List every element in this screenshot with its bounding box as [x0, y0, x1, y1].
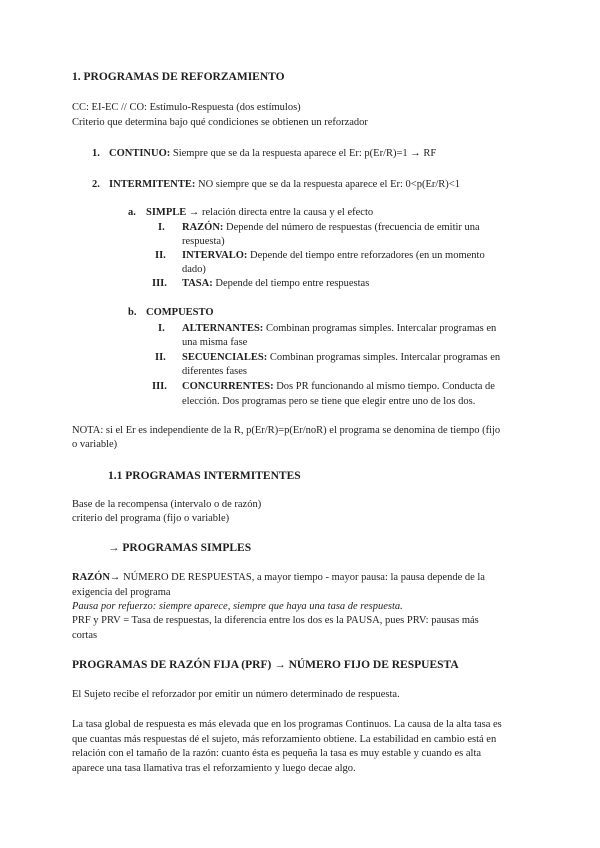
- compuesto-item-2: [182, 351, 500, 366]
- simple-text: → relación directa entre la causa y el efecto: [186, 207, 374, 218]
- simple-item-2: [182, 249, 485, 264]
- intro-line-1: CC: EI-EC // CO: Estímulo-Respuesta (dos estímulos): [72, 102, 301, 113]
- compuesto-item-1-continuation: una misma fase: [182, 337, 248, 348]
- compuesto-item-2-text: Combinan programas simples. Intercalar programas en: [267, 352, 501, 363]
- simple-item-3: [182, 277, 369, 292]
- simple-letter: a.: [128, 207, 136, 218]
- razon-line-5: cortas: [72, 630, 98, 641]
- item-1-text: Siempre que se da la respuesta aparece el Er: p(Er/R)=1 → RF: [170, 148, 437, 159]
- item-1: [109, 147, 436, 162]
- prf-line: El Sujeto recibe el reforzador por emitir un número determinado de respuesta.: [72, 689, 400, 700]
- item-2-label: INTERMITENTE:: [109, 179, 196, 190]
- simple-item-1-continuation: respuesta): [182, 236, 225, 247]
- razon-label: RAZÓN: [72, 572, 110, 583]
- compuesto-item-2-continuation: diferentes fases: [182, 366, 248, 377]
- tasa-line-1: La tasa global de respuesta es más elevada que en los programas Continuos. La causa de la alta tasa es: [72, 719, 502, 730]
- simple-item-2-number: II.: [155, 250, 166, 261]
- razon-line-2: exigencia del programa: [72, 587, 171, 598]
- compuesto-label: COMPUESTO: [146, 307, 214, 318]
- tasa-line-3: relación con el tamaño de la razón: cuanto ésta es pequeña la tasa es muy estable y cuando es alta: [72, 748, 482, 759]
- compuesto-item-3-text: Dos PR funcionando al mismo tiempo. Conducta de: [273, 381, 495, 392]
- intro-line-2: Criterio que determina bajo qué condiciones se obtienen un reforzador: [72, 117, 368, 128]
- simple-item-1-label: RAZÓN:: [182, 222, 224, 233]
- simple-item-2-label: INTERVALO:: [182, 250, 248, 261]
- compuesto-item-1-text: Combinan programas simples. Intercalar programas en: [263, 323, 497, 334]
- item-2-text: NO siempre que se da la respuesta aparece el Er: 0<p(Er/R)<1: [195, 179, 460, 190]
- compuesto-item-3-continuation: elección. Dos programas pero se tiene que elegir entre uno de los dos.: [182, 396, 476, 407]
- compuesto-item-3-number: III.: [152, 381, 167, 392]
- compuesto-item-1-number: I.: [158, 323, 165, 334]
- simple-item-3-label: TASA:: [182, 278, 213, 289]
- tasa-line-2: que cuantas más respuestas dé el sujeto, más reforzamiento obtiene. La estabilidad en cambio está en: [72, 734, 497, 745]
- item-2: [109, 178, 460, 193]
- simple-item-1: [182, 221, 480, 236]
- simple-item-1-text: Depende del número de respuestas (frecuencia de emitir una: [223, 222, 480, 233]
- simple-label: SIMPLE: [146, 207, 187, 218]
- compuesto-item-1: [182, 322, 496, 337]
- prf-heading: PROGRAMAS DE RAZÓN FIJA (PRF) → NÚMERO FIJO DE RESPUESTA: [72, 659, 459, 671]
- section-title: 1. PROGRAMAS DE REFORZAMIENTO: [72, 71, 285, 83]
- simple-item-3-number: III.: [152, 278, 167, 289]
- compuesto-item-1-label: ALTERNANTES:: [182, 323, 264, 334]
- razon-italic-note: Pausa por refuerzo: siempre aparece, siempre que haya una tasa de respuesta.: [72, 601, 403, 612]
- nota-line-1: NOTA: si el Er es independiente de la R, p(Er/R)=p(Er/noR) el programa se denomina de tiempo (fijo: [72, 425, 501, 436]
- item-1-number: 1.: [92, 148, 100, 159]
- compuesto-item-3-label: CONCURRENTES:: [182, 381, 274, 392]
- compuesto-item-3: [182, 380, 495, 395]
- compuesto-item-2-label: SECUENCIALES:: [182, 352, 268, 363]
- simple-item-2-text: Depende del tiempo entre reforzadores (en un momento: [247, 250, 485, 261]
- item-2-number: 2.: [92, 179, 100, 190]
- programas-simples-heading: → PROGRAMAS SIMPLES: [108, 542, 252, 554]
- simple-heading: [146, 206, 373, 221]
- razon-line-1: [72, 571, 485, 586]
- razon-line-4: PRF y PRV = Tasa de respuestas, la diferencia entre los dos es la PAUSA, pues PRV: pausas más: [72, 615, 479, 626]
- razon-text: → NÚMERO DE RESPUESTAS, a mayor tiempo - mayor pausa: la pausa depende de la: [109, 572, 485, 583]
- simple-item-2-continuation: dado): [182, 264, 206, 275]
- base-line-2: criterio del programa (fijo o variable): [72, 513, 230, 524]
- compuesto-letter: b.: [128, 307, 137, 318]
- nota-line-2: o variable): [72, 439, 118, 450]
- tasa-line-4: aparece una tasa llamativa tras el reforzamiento y luego decae algo.: [72, 763, 356, 774]
- compuesto-item-2-number: II.: [155, 352, 166, 363]
- item-1-label: CONTINUO:: [109, 148, 171, 159]
- base-line-1: Base de la recompensa (intervalo o de razón): [72, 499, 262, 510]
- simple-item-1-number: I.: [158, 222, 165, 233]
- subsection-title: 1.1 PROGRAMAS INTERMITENTES: [108, 470, 301, 482]
- simple-item-3-text: Depende del tiempo entre respuestas: [212, 278, 370, 289]
